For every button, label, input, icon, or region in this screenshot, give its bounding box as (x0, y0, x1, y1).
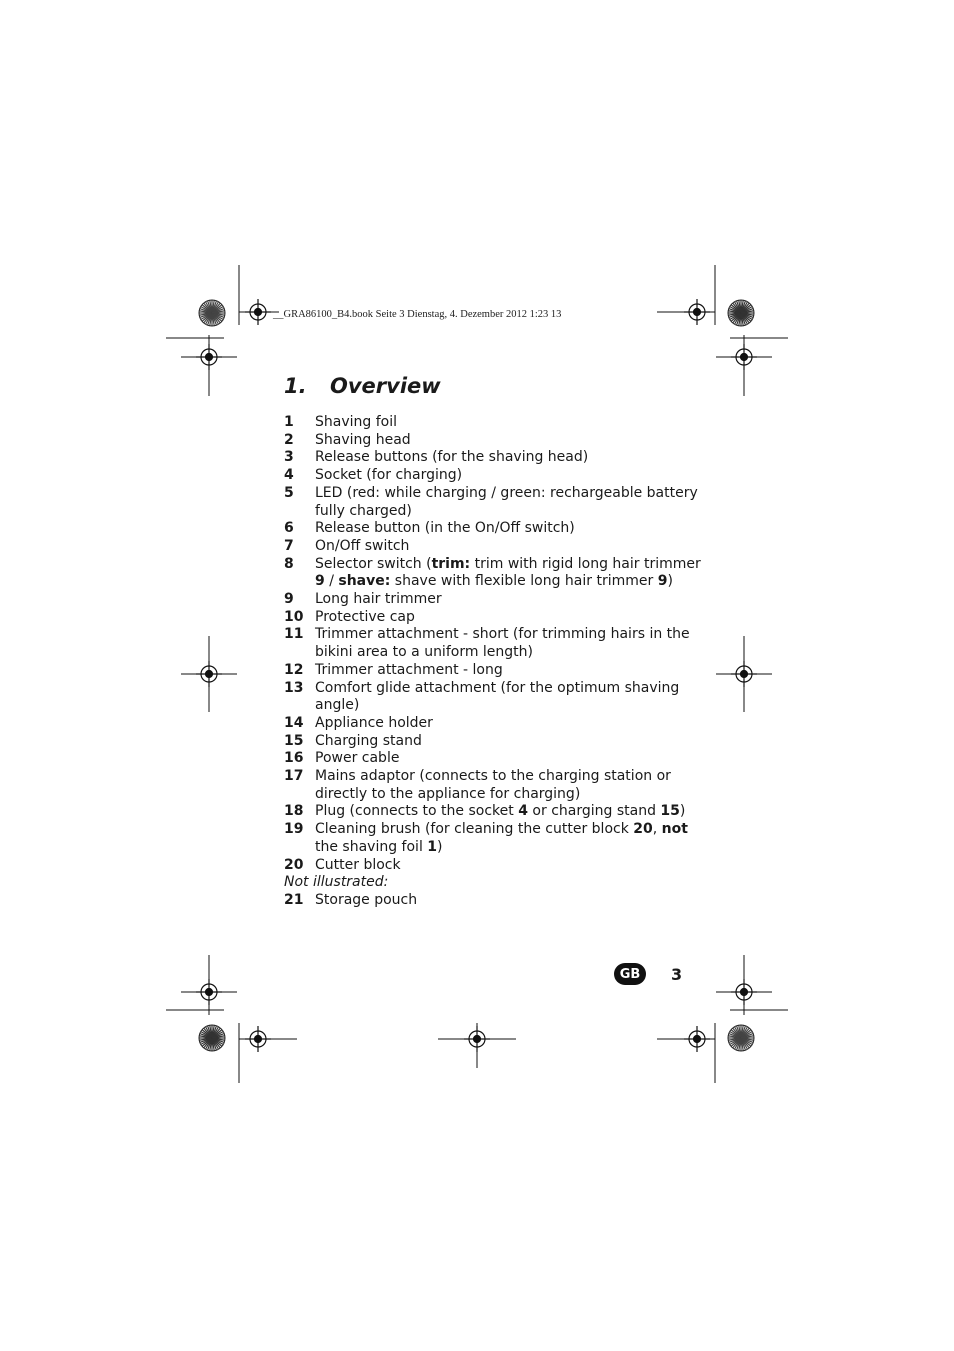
item-number: 20 (284, 856, 304, 873)
item-number: 15 (284, 732, 304, 749)
item-text (315, 733, 704, 751)
item-text (315, 414, 704, 432)
item-text-part: Selector switch ( (315, 555, 432, 572)
item-reference: 4 (518, 803, 528, 820)
item-text-part: Charging stand (315, 732, 422, 749)
list-item (284, 485, 704, 520)
item-text (315, 556, 704, 591)
list-item (284, 768, 704, 803)
page-footer (614, 963, 682, 985)
item-text (315, 768, 704, 803)
item-text-part: Long hair trimmer (315, 591, 442, 608)
item-text-part: Shaving foil (315, 414, 397, 430)
list-note: Not illustrated: (284, 874, 389, 891)
item-text-part: or charging stand (527, 803, 661, 820)
item-number: 3 (284, 449, 294, 466)
item-text-part: Appliance holder (315, 714, 433, 731)
item-number: 5 (284, 484, 294, 501)
list-item (284, 538, 704, 556)
item-text-part: Trimmer attachment - long (315, 661, 503, 678)
registration-mark (731, 344, 757, 370)
item-text-part: the shaving foil (315, 838, 428, 855)
registration-mark (464, 1026, 490, 1052)
item-text (315, 609, 704, 627)
item-text-part: Storage pouch (315, 891, 418, 908)
list-item (284, 821, 704, 856)
list-item (284, 414, 704, 432)
list-item (284, 449, 704, 467)
parts-list (284, 414, 704, 910)
list-item (284, 520, 704, 538)
item-number: 21 (284, 891, 304, 908)
item-reference: 15 (660, 803, 680, 820)
item-number: 10 (284, 608, 304, 625)
item-text-part: Mains adaptor (connects to the charging station or directly to the appliance for charging) (315, 768, 671, 802)
item-text-part: ) (679, 803, 686, 820)
item-text (315, 715, 704, 733)
registration-mark (196, 344, 222, 370)
item-text-part: LED (red: while charging / green: rechargeable battery fully charged) (315, 484, 698, 519)
item-text-part: shave with flexible long hair trimmer (390, 573, 658, 590)
item-text-part: Shaving head (315, 431, 411, 448)
registration-mark (731, 979, 757, 1005)
registration-mark (196, 979, 222, 1005)
item-number: 4 (284, 467, 294, 484)
item-text (315, 591, 704, 609)
item-text (315, 449, 704, 467)
item-number: 16 (284, 750, 304, 767)
item-text-part: Plug (connects to the socket (315, 803, 519, 820)
item-reference: trim: (431, 555, 471, 572)
registration-mark (684, 299, 710, 325)
item-text (315, 680, 704, 715)
item-reference: 1 (427, 838, 438, 855)
language-badge: GB (614, 963, 646, 985)
color-wheel-mark (199, 300, 225, 326)
item-number: 18 (284, 803, 304, 820)
item-number: 2 (284, 431, 294, 448)
item-text-part: Trimmer attachment - short (for trimming hairs in the bikini area to a uniform length) (315, 626, 690, 661)
item-text-part: Cleaning brush (for cleaning the cutter block (315, 821, 634, 838)
item-text-part: trim with rigid long hair trimmer (470, 555, 701, 572)
item-text (315, 662, 704, 680)
item-reference: not (661, 821, 688, 838)
print-slug: __GRA86100_B4.book Seite 3 Dienstag, 4. Dezember 2012 1:23 13 (273, 309, 562, 320)
list-item (284, 803, 704, 821)
item-text-part: Power cable (315, 750, 400, 767)
item-text-part: Cutter block (315, 856, 401, 873)
item-number: 12 (284, 661, 304, 678)
item-text-part: ) (667, 573, 673, 590)
item-number: 19 (284, 821, 304, 838)
item-text-part: Socket (for charging) (315, 467, 463, 484)
item-text (315, 520, 704, 538)
item-text (315, 892, 704, 910)
color-wheel-mark (728, 1025, 754, 1051)
item-number: 1 (284, 414, 294, 430)
list-item (284, 715, 704, 733)
item-text (315, 432, 704, 450)
color-wheel-mark (199, 1025, 225, 1051)
item-reference: 9 (315, 573, 325, 590)
list-item (284, 556, 704, 591)
item-text (315, 750, 704, 768)
item-number: 9 (284, 591, 294, 608)
item-number: 8 (284, 555, 294, 572)
registration-mark (245, 1026, 271, 1052)
list-item (284, 662, 704, 680)
item-text (315, 485, 704, 520)
list-item (284, 591, 704, 609)
list-item (284, 750, 704, 768)
item-text (315, 467, 704, 485)
list-item (284, 609, 704, 627)
item-text-part: Comfort glide attachment (for the optimum shaving angle) (315, 679, 680, 714)
registration-mark (245, 299, 271, 325)
item-text (315, 803, 704, 821)
list-item (284, 467, 704, 485)
section-heading (284, 374, 441, 398)
item-number: 13 (284, 679, 304, 696)
item-number: 11 (284, 626, 304, 643)
list-item (284, 626, 704, 661)
item-reference: 9 (657, 573, 668, 590)
item-text (315, 821, 704, 856)
list-item (284, 892, 704, 910)
item-number: 17 (284, 768, 304, 785)
item-number: 14 (284, 714, 304, 731)
list-item (284, 857, 704, 875)
item-number: 7 (284, 537, 294, 554)
item-text-part: Protective cap (315, 608, 415, 625)
registration-mark (196, 661, 222, 687)
item-text-part: / (324, 573, 339, 590)
registration-mark (731, 661, 757, 687)
item-number: 6 (284, 520, 294, 537)
item-text (315, 626, 704, 661)
item-text-part: On/Off switch (315, 537, 410, 554)
registration-mark (684, 1026, 710, 1052)
item-text-part: ) (437, 838, 443, 855)
section-number: 1. (284, 374, 307, 398)
item-text-part: Release buttons (for the shaving head) (315, 449, 589, 466)
item-text (315, 857, 704, 875)
list-item (284, 733, 704, 751)
item-text-part: , (652, 821, 662, 838)
list-item (284, 680, 704, 715)
item-text (315, 538, 704, 556)
item-reference: 20 (633, 821, 653, 838)
color-wheel-mark (728, 300, 754, 326)
section-title: Overview (330, 374, 441, 398)
list-item (284, 432, 704, 450)
page-number: 3 (671, 964, 683, 984)
item-reference: shave: (338, 573, 391, 590)
item-text-part: Release button (in the On/Off switch) (315, 520, 575, 537)
